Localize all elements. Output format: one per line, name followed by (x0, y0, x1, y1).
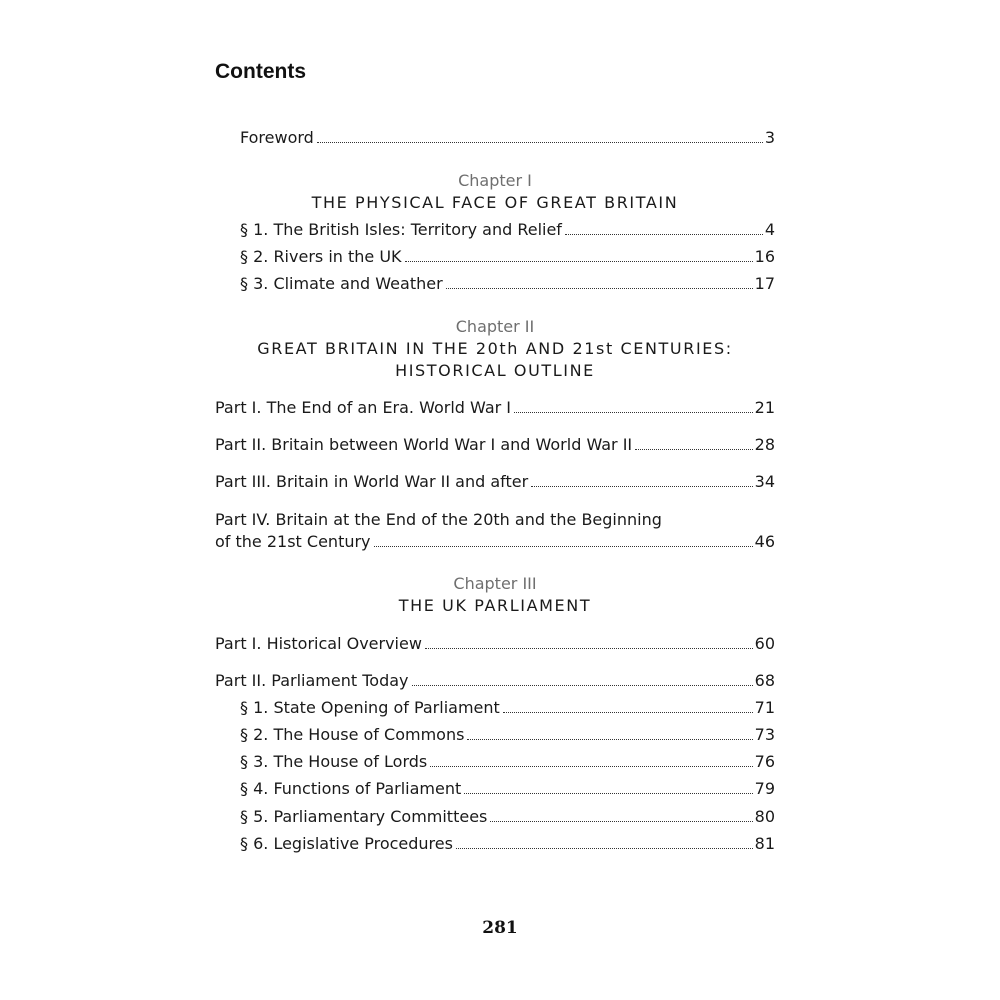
toc-entry (240, 806, 775, 828)
dot-leader (430, 766, 752, 767)
dot-leader (374, 546, 753, 547)
toc-entry-page: 60 (754, 634, 775, 653)
toc-entry-label: Part I. Historical Overview (215, 634, 422, 653)
toc-entry-foreword (240, 127, 775, 149)
toc-entry-label: § 1. The British Isles: Territory and Relief (240, 220, 562, 239)
toc-entry-label: § 2. The House of Commons (240, 725, 465, 744)
dot-leader (531, 486, 752, 487)
toc-entry (240, 778, 775, 800)
toc-entry-label-continued: of the 21st Century (215, 532, 371, 551)
toc-entry-page: 81 (754, 834, 775, 853)
toc-entry-label: Part II. Parliament Today (215, 671, 409, 690)
toc-entry (215, 434, 775, 456)
toc-entry (215, 670, 775, 692)
dot-leader (490, 821, 752, 822)
toc-entry-page: 76 (754, 752, 775, 771)
dot-leader (635, 449, 753, 450)
toc-entry (240, 273, 775, 295)
toc-entry-page: 73 (754, 725, 775, 744)
dot-leader (456, 848, 753, 849)
dot-leader (405, 261, 753, 262)
toc-entry-label: § 6. Legislative Procedures (240, 834, 453, 853)
toc-entry-label: Part III. Britain in World War II and after (215, 472, 529, 491)
chapter-title: THE PHYSICAL FACE OF GREAT BRITAIN (311, 193, 679, 212)
dot-leader (464, 793, 752, 794)
toc-entry (240, 697, 775, 719)
toc-entry-label: § 4. Functions of Parliament (240, 779, 462, 798)
toc-entry-line-2 (215, 531, 775, 553)
toc-entry-label: Part IV. Britain at the End of the 20th and the Beginning (215, 510, 662, 529)
toc-entry-label: § 3. The House of Lords (240, 752, 428, 771)
toc-entry-label: § 2. Rivers in the UK (240, 247, 402, 266)
toc-entry-page: 21 (754, 398, 775, 417)
dot-leader (565, 234, 763, 235)
dot-leader (317, 142, 763, 143)
dot-leader (467, 739, 752, 740)
toc-entry-page: 79 (754, 779, 775, 798)
toc-entry-page: 4 (764, 220, 775, 239)
toc-entry-label: § 1. State Opening of Parliament (240, 698, 500, 717)
dot-leader (412, 685, 753, 686)
chapter-number: Chapter I (458, 171, 532, 190)
chapter-title-line-2: HISTORICAL OUTLINE (395, 361, 595, 380)
toc-entry (215, 633, 775, 655)
chapter-heading (215, 170, 775, 214)
toc-entry (240, 246, 775, 268)
toc-entry-page: 46 (754, 532, 775, 551)
toc-entry-page: 71 (754, 698, 775, 717)
dot-leader (503, 712, 753, 713)
toc-entry (240, 833, 775, 855)
page-number: 281 (482, 918, 518, 938)
toc-entry-label: Part I. The End of an Era. World War I (215, 398, 512, 417)
toc-entry-page: 17 (754, 274, 775, 293)
toc-entry (215, 471, 775, 493)
chapter-heading (215, 316, 775, 382)
toc-entry-page: 34 (754, 472, 775, 491)
toc-entry-page: 80 (754, 807, 775, 826)
dot-leader (514, 412, 753, 413)
toc-entry-page: 3 (764, 128, 775, 147)
chapter-heading (215, 573, 775, 617)
toc-entry (240, 724, 775, 746)
toc-entry (240, 751, 775, 773)
toc-entry-page: 16 (754, 247, 775, 266)
toc-entry-label: § 3. Climate and Weather (240, 274, 443, 293)
toc-entry-label: Foreword (240, 128, 314, 147)
dot-leader (446, 288, 753, 289)
toc-entry-label: § 5. Parliamentary Committees (240, 807, 488, 826)
dot-leader (425, 648, 753, 649)
toc-entry-multiline (215, 509, 775, 553)
toc-entry (215, 397, 775, 419)
chapter-title: GREAT BRITAIN IN THE 20th AND 21st CENTURIES: (257, 339, 733, 358)
chapter-number: Chapter II (455, 317, 535, 336)
chapter-number: Chapter III (453, 574, 537, 593)
toc-entry-page: 28 (754, 435, 775, 454)
toc-entry (240, 219, 775, 241)
chapter-title: THE UK PARLIAMENT (398, 596, 592, 615)
toc-entry-label: Part II. Britain between World War I and World War II (215, 435, 633, 454)
toc-entry-page: 68 (754, 671, 775, 690)
page-title: Contents (215, 60, 306, 83)
